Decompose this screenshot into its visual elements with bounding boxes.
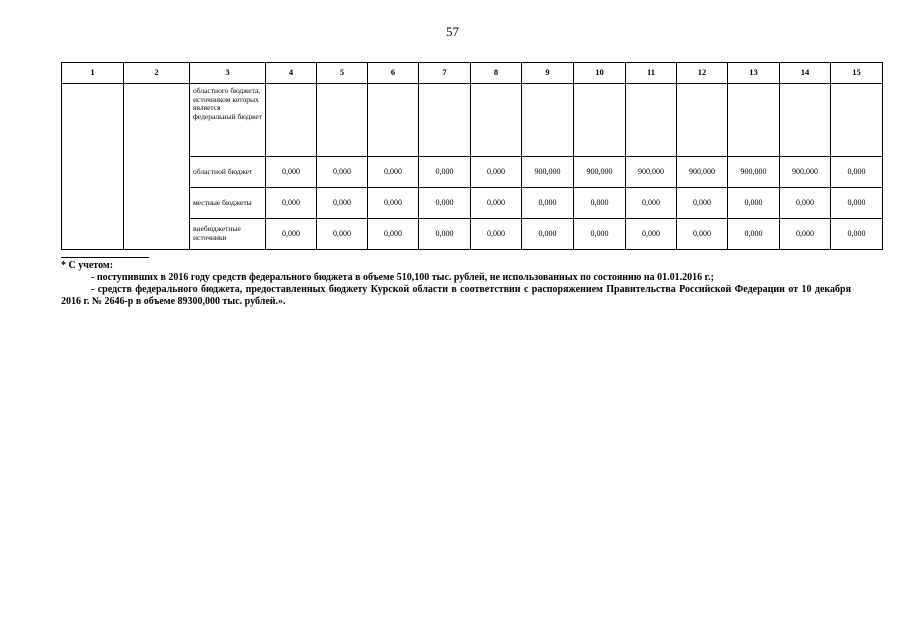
value-cell: 0,000 <box>419 188 471 219</box>
value-cell: 900,000 <box>677 157 728 188</box>
value-cell: 0,000 <box>317 188 368 219</box>
value-cell: 0,000 <box>677 219 728 250</box>
value-cell: 0,000 <box>522 188 574 219</box>
column-header: 6 <box>368 63 419 84</box>
column-header: 10 <box>574 63 626 84</box>
value-cell <box>728 84 780 157</box>
value-cell <box>831 84 883 157</box>
value-cell: 0,000 <box>626 188 677 219</box>
page-number: 57 <box>446 24 459 39</box>
column-header: 2 <box>124 63 190 84</box>
value-cell: 0,000 <box>419 219 471 250</box>
value-cell: 0,000 <box>368 219 419 250</box>
value-cell: 0,000 <box>368 188 419 219</box>
value-cell: 0,000 <box>831 157 883 188</box>
value-cell: 0,000 <box>266 188 317 219</box>
value-cell: 0,000 <box>368 157 419 188</box>
column-header: 9 <box>522 63 574 84</box>
footnote-divider <box>61 257 149 258</box>
value-cell: 0,000 <box>626 219 677 250</box>
table-row <box>62 84 883 157</box>
empty-cell <box>124 84 190 250</box>
value-cell: 900,000 <box>728 157 780 188</box>
column-header: 3 <box>190 63 266 84</box>
value-cell: 0,000 <box>471 157 522 188</box>
column-header: 13 <box>728 63 780 84</box>
funding-source-cell: областного бюджета, источником которых является федеральный бюджет <box>190 84 266 157</box>
column-header: 1 <box>62 63 124 84</box>
value-cell: 0,000 <box>419 157 471 188</box>
value-cell: 0,000 <box>574 188 626 219</box>
value-cell: 0,000 <box>317 219 368 250</box>
column-header: 4 <box>266 63 317 84</box>
value-cell: 900,000 <box>574 157 626 188</box>
column-header: 8 <box>471 63 522 84</box>
funding-source-cell: местные бюджеты <box>190 188 266 219</box>
value-cell: 0,000 <box>266 157 317 188</box>
value-cell <box>368 84 419 157</box>
footnote <box>61 260 851 308</box>
column-header: 11 <box>626 63 677 84</box>
value-cell: 900,000 <box>522 157 574 188</box>
value-cell: 0,000 <box>780 188 831 219</box>
value-cell: 0,000 <box>522 219 574 250</box>
column-header: 12 <box>677 63 728 84</box>
value-cell: 0,000 <box>471 188 522 219</box>
budget-table <box>61 62 883 250</box>
value-cell: 0,000 <box>780 219 831 250</box>
column-header: 14 <box>780 63 831 84</box>
value-cell: 900,000 <box>780 157 831 188</box>
table-body <box>62 63 883 250</box>
funding-source-cell: внебюджетные источники <box>190 219 266 250</box>
value-cell: 0,000 <box>728 219 780 250</box>
column-header: 7 <box>419 63 471 84</box>
value-cell: 0,000 <box>574 219 626 250</box>
funding-source-cell: областной бюджет <box>190 157 266 188</box>
empty-cell <box>62 84 124 250</box>
value-cell <box>626 84 677 157</box>
value-cell: 0,000 <box>831 219 883 250</box>
value-cell: 900,000 <box>626 157 677 188</box>
footnote-heading: * С учетом: <box>61 260 114 271</box>
value-cell: 0,000 <box>471 219 522 250</box>
value-cell <box>419 84 471 157</box>
value-cell <box>780 84 831 157</box>
value-cell <box>471 84 522 157</box>
column-number-row <box>62 63 883 84</box>
value-cell <box>317 84 368 157</box>
value-cell <box>266 84 317 157</box>
value-cell: 0,000 <box>728 188 780 219</box>
value-cell <box>522 84 574 157</box>
value-cell: 0,000 <box>677 188 728 219</box>
value-cell <box>677 84 728 157</box>
value-cell: 0,000 <box>831 188 883 219</box>
footnote-item: - поступивших в 2016 году средств федерального бюджета в объеме 510,100 тыс. рублей, не использованных по состоянию на 01.01.2016 г.; <box>91 272 714 283</box>
column-header: 5 <box>317 63 368 84</box>
value-cell <box>574 84 626 157</box>
column-header: 15 <box>831 63 883 84</box>
value-cell: 0,000 <box>317 157 368 188</box>
footnote-item: - средств федерального бюджета, предоставленных бюджету Курской области в соответствии с распоряжением Правительства Российской Федерации от 10 декабря 2016 г. № 2646-р в объеме 89300,000 тыс. рублей.». <box>61 284 851 307</box>
value-cell: 0,000 <box>266 219 317 250</box>
